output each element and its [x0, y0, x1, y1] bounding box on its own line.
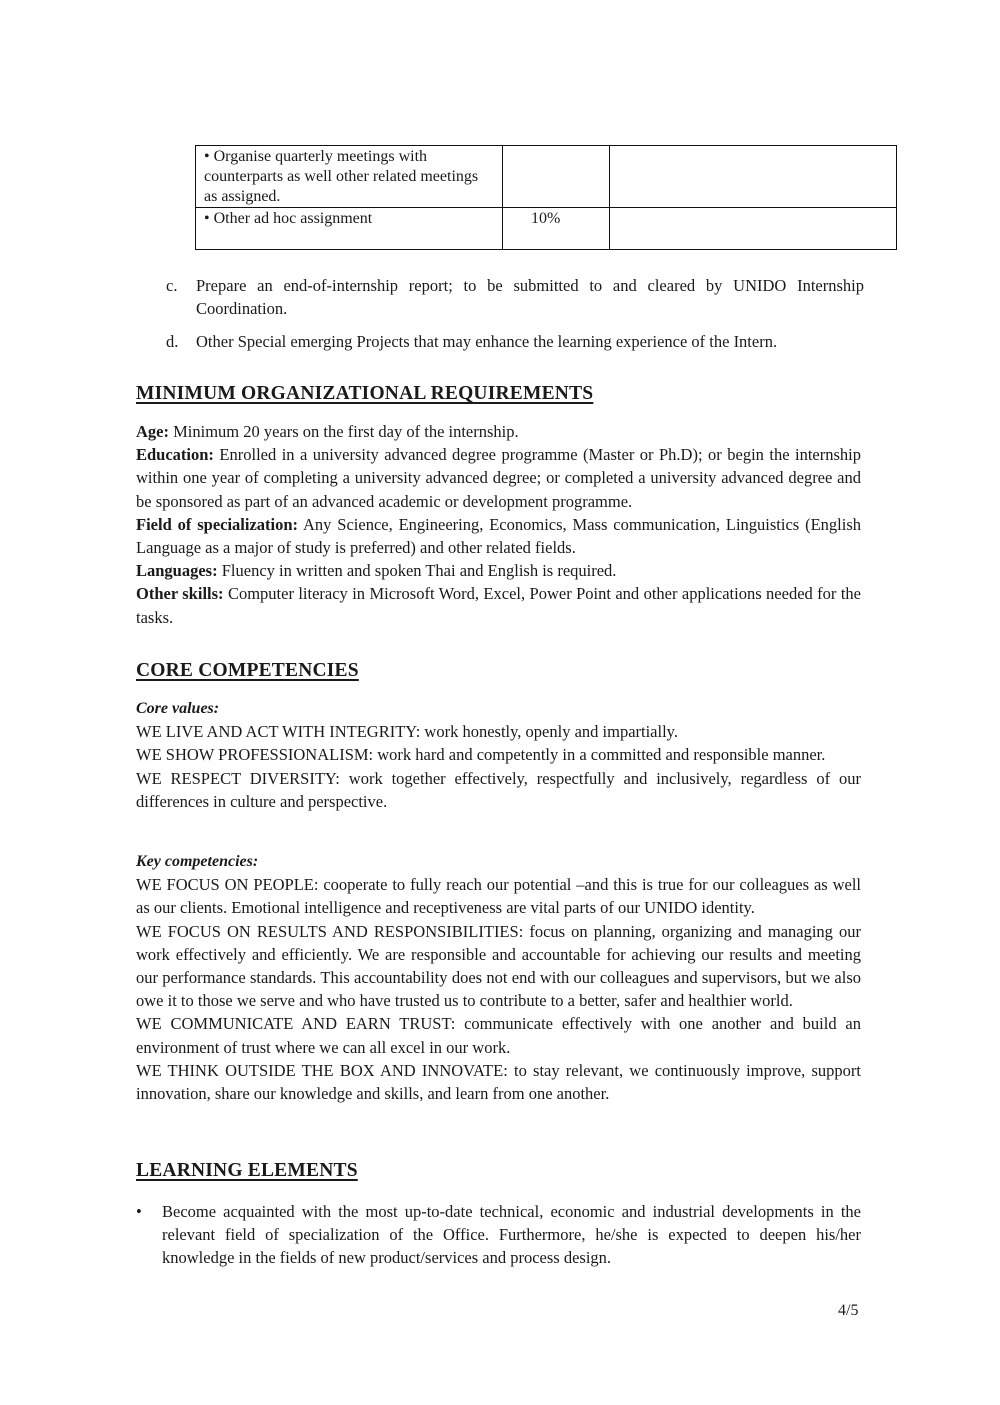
requirement-age	[136, 420, 861, 443]
table-cell-notes	[610, 146, 897, 208]
table-cell-task: • Organise quarterly meetings with counterparts as well other related meetings as assigned.	[196, 146, 503, 208]
table-cell-percent: 10%	[503, 208, 610, 250]
requirement-label: Field of specialization:	[136, 514, 299, 534]
requirement-label: Education:	[136, 445, 214, 465]
requirement-text: Minimum 20 years on the first day of the internship.	[168, 422, 519, 441]
key-competency: WE FOCUS ON RESULTS AND RESPONSIBILITIES: focus on planning, organizing and managing our work effectively and efficiently. We are responsible and accountable for achieving our results and meeting our performance standards. This accountability does not end with our colleagues and supervisors, but we also owe it to those we serve and who have trusted us to contribute to a better, safer and healthier world.	[136, 921, 861, 1011]
list-marker: c.	[166, 276, 178, 295]
list-item	[160, 330, 864, 353]
key-competencies-title: Key competencies:	[136, 853, 259, 870]
requirement-education	[136, 443, 861, 513]
table-cell-percent	[503, 146, 610, 208]
bullet-icon: •	[136, 1202, 142, 1221]
requirements-list	[136, 420, 861, 629]
key-competency: WE THINK OUTSIDE THE BOX AND INNOVATE: to stay relevant, we continuously improve, support innovation, share our knowledge and skills, and learn from one another.	[136, 1060, 861, 1104]
learning-item-text: Become acquainted with the most up-to-date technical, economic and industrial developments in the relevant field of specialization of the Office. Furthermore, he/she is expected to deepen his/her knowledge in the fields of new product/services and process design.	[162, 1202, 861, 1268]
core-value: WE SHOW PROFESSIONALISM: work hard and competently in a committed and responsible manner.	[136, 745, 826, 765]
core-value: WE LIVE AND ACT WITH INTEGRITY: work honestly, openly and impartially.	[136, 722, 678, 742]
list-marker: d.	[166, 332, 179, 351]
requirement-label: Languages:	[136, 561, 218, 581]
core-values-title: Core values:	[136, 700, 220, 717]
requirement-other-skills	[136, 582, 861, 628]
table-row	[196, 208, 897, 250]
key-competency: WE FOCUS ON PEOPLE: cooperate to fully reach our potential –and this is true for our colleagues as well as our clients. Emotional intelligence and receptiveness are vital parts of our UNIDO identity.	[136, 875, 861, 918]
list-item	[136, 1200, 861, 1270]
requirement-field	[136, 513, 861, 559]
requirement-text: Computer literacy in Microsoft Word, Excel, Power Point and other applications needed for the tasks.	[136, 584, 861, 627]
core-value: WE RESPECT DIVERSITY: work together effectively, respectfully and inclusively, regardless of our differences in culture and perspective.	[136, 768, 861, 811]
section-heading-learning: LEARNING ELEMENTS	[136, 1160, 358, 1181]
table-row	[196, 146, 897, 208]
requirement-text: Enrolled in a university advanced degree programme (Master or Ph.D); or begin the internship within one year of completing a university advanced degree; or completed a university advanced degree and be sponsored as part of an advanced academic or development programme.	[136, 445, 861, 511]
requirement-text: Any Science, Engineering, Economics, Mass communication, Linguistics (English Language as a major of study is preferred) and other related fields.	[136, 514, 861, 558]
list-item-text: Other Special emerging Projects that may enhance the learning experience of the Intern.	[196, 332, 778, 351]
requirement-label: Other skills:	[136, 584, 224, 604]
list-item-text: Prepare an end-of-internship report; to be submitted to and cleared by UNIDO Internship Coordination.	[196, 276, 864, 318]
core-values	[136, 697, 861, 813]
section-heading-competencies: CORE COMPETENCIES	[136, 660, 359, 681]
list-item	[160, 274, 864, 320]
section-heading-requirements: MINIMUM ORGANIZATIONAL REQUIREMENTS	[136, 383, 594, 404]
table-cell-task: • Other ad hoc assignment	[196, 208, 503, 250]
requirement-languages	[136, 559, 861, 582]
key-competency: WE COMMUNICATE AND EARN TRUST: communicate effectively with one another and build an environment of trust where we can all excel in our work.	[136, 1014, 861, 1057]
requirement-text: Fluency in written and spoken Thai and English is required.	[217, 561, 617, 581]
table-cell-notes	[610, 208, 897, 250]
duties-table	[195, 145, 897, 250]
key-competencies	[136, 850, 861, 1105]
requirement-label: Age:	[136, 422, 169, 441]
page-number: 4/5	[838, 1302, 859, 1319]
